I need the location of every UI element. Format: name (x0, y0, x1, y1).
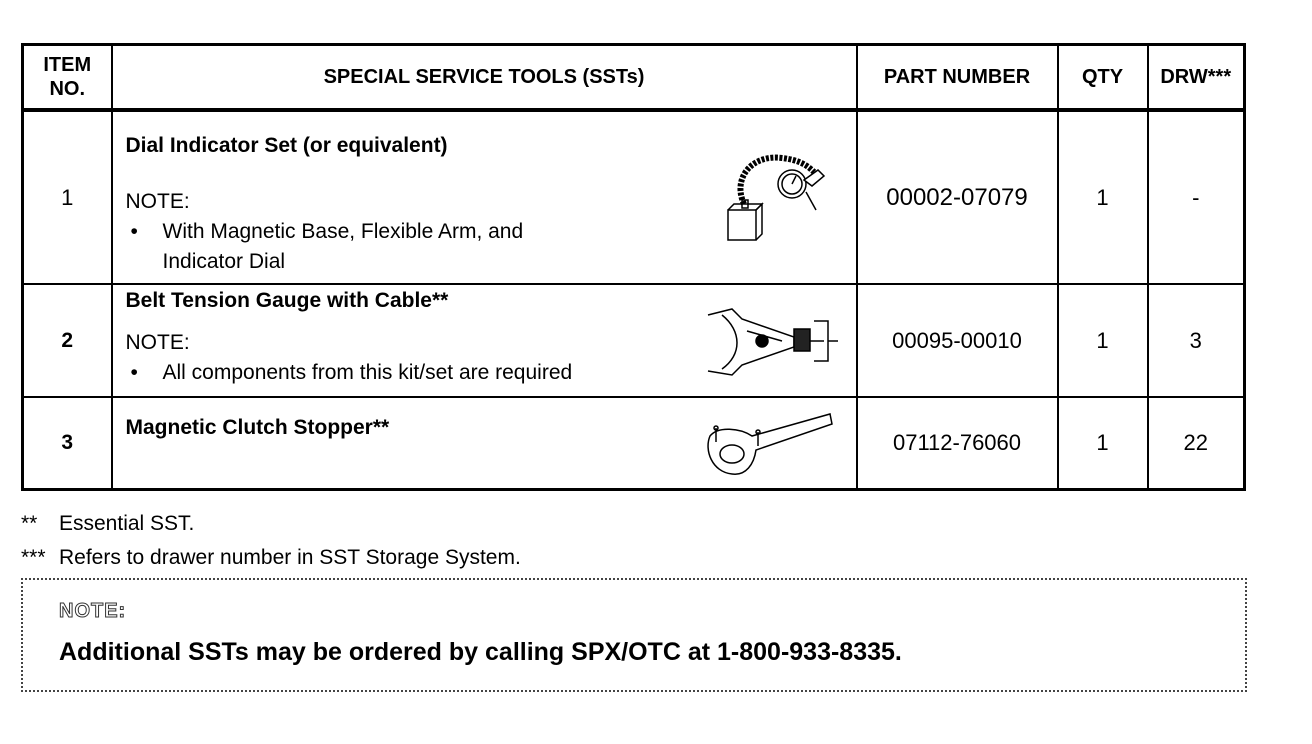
note-label: NOTE: (125, 331, 190, 354)
note-bullet: • All components from this kit/set are required (130, 361, 573, 384)
header-qty: QTY (1058, 45, 1148, 111)
footnote-essential: ** Essential SST. (21, 512, 195, 535)
note-box-label: NOTE: (59, 600, 127, 622)
part-number: 07112-76060 (857, 397, 1058, 489)
item-number: 2 (23, 284, 112, 397)
part-number: 00002-07079 (857, 110, 1058, 284)
qty: 1 (1058, 284, 1148, 397)
tool-cell (112, 284, 857, 397)
table-row (23, 397, 1245, 489)
tool-cell (112, 110, 857, 284)
header-item-no: ITEM NO. (23, 45, 112, 111)
dial-indicator-icon (722, 148, 842, 244)
part-number: 00095-00010 (857, 284, 1058, 397)
drw: 3 (1148, 284, 1245, 397)
item-number: 1 (23, 110, 112, 284)
footnote-drawer: *** Refers to drawer number in SST Storage System. (21, 546, 521, 569)
note-bullet-continued: Indicator Dial (162, 250, 286, 273)
note-label: NOTE: (125, 190, 190, 213)
item-number: 3 (23, 397, 112, 489)
header-part-number: PART NUMBER (857, 45, 1058, 111)
belt-tension-gauge-icon (702, 301, 842, 381)
header-row (23, 45, 1245, 111)
sst-table (21, 43, 1246, 491)
drw: 22 (1148, 397, 1245, 489)
tool-name: Dial Indicator Set (or equivalent) (125, 134, 448, 157)
tool-cell (112, 397, 857, 489)
tool-name: Belt Tension Gauge with Cable** (125, 289, 449, 312)
note-box-text: Additional SSTs may be ordered by calling SPX/OTC at 1-800-933-8335. (59, 638, 902, 666)
drw: - (1148, 110, 1245, 284)
tool-name: Magnetic Clutch Stopper** (125, 416, 390, 439)
table-row (23, 110, 1245, 284)
header-drw: DRW*** (1148, 45, 1245, 111)
qty: 1 (1058, 110, 1148, 284)
qty: 1 (1058, 397, 1148, 489)
header-tools: SPECIAL SERVICE TOOLS (SSTs) (112, 45, 857, 111)
clutch-stopper-icon (702, 406, 842, 482)
note-box (21, 578, 1247, 692)
note-bullet: • With Magnetic Base, Flexible Arm, and (130, 220, 524, 243)
table-row (23, 284, 1245, 397)
